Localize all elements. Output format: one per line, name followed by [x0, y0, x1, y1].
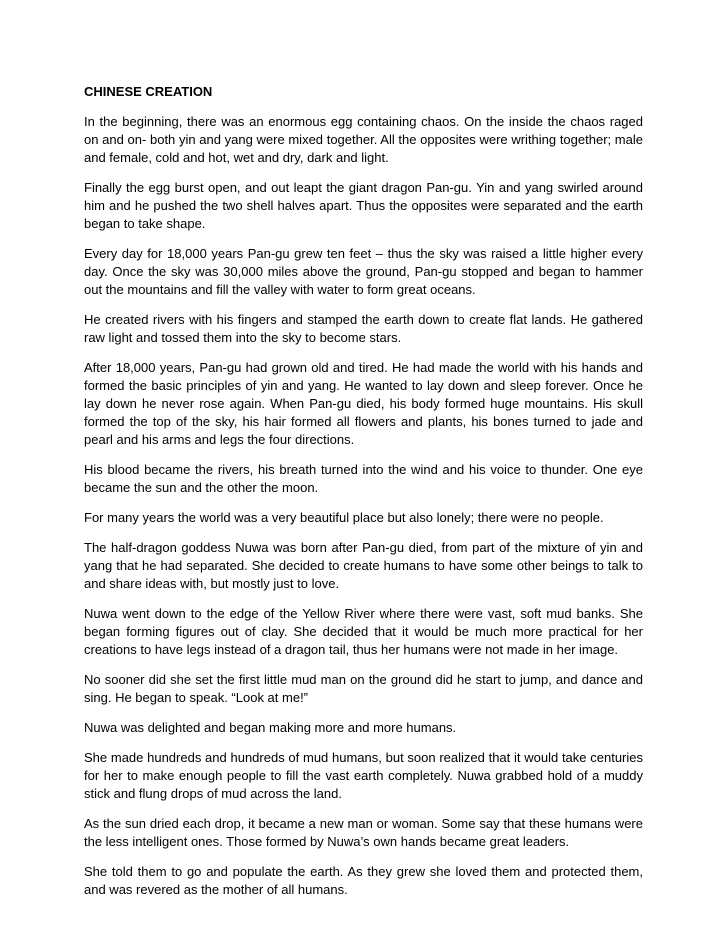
- paragraph: In the beginning, there was an enormous egg containing chaos. On the inside the chaos raged on and on- both yin and yang were mixed together. All the opposites were writhing together; male and female, cold and hot, wet and dry, dark and light.: [84, 114, 643, 165]
- paragraph: Finally the egg burst open, and out leapt the giant dragon Pan-gu. Yin and yang swirled around him and he pushed the two shell halves apart. Thus the opposites were separated and the earth began to take shape.: [84, 180, 643, 231]
- paragraph: Every day for 18,000 years Pan-gu grew ten feet – thus the sky was raised a little higher every day. Once the sky was 30,000 miles above the ground, Pan-gu stopped and began to hammer out the mountains and fill the valley with water to form great oceans.: [84, 246, 643, 297]
- paragraph: After 18,000 years, Pan-gu had grown old and tired. He had made the world with his hands and formed the basic principles of yin and yang. He wanted to lay down and sleep forever. Once he lay down he never rose again. When Pan-gu died, his body formed huge mountains. His skull formed the top of the sky, his hair formed all flowers and plants, his bones turned to jade and pearl and his arms and legs the four directions.: [84, 360, 643, 447]
- paragraph: As the sun dried each drop, it became a new man or woman. Some say that these humans were the less intelligent ones. Those formed by Nuwa’s own hands became great leaders.: [84, 816, 643, 849]
- paragraph: He created rivers with his fingers and stamped the earth down to create flat lands. He gathered raw light and tossed them into the sky to become stars.: [84, 312, 643, 345]
- paragraph: She made hundreds and hundreds of mud humans, but soon realized that it would take centuries for her to make enough people to fill the vast earth completely. Nuwa grabbed hold of a muddy stick and flung drops of mud across the land.: [84, 750, 643, 801]
- paragraph: For many years the world was a very beautiful place but also lonely; there were no people.: [84, 510, 604, 525]
- paragraph: The half-dragon goddess Nuwa was born after Pan-gu died, from part of the mixture of yin and yang that he had separated. She decided to create humans to have some other beings to talk to and share ideas with, but mostly just to love.: [84, 540, 643, 591]
- paragraph: Nuwa was delighted and began making more and more humans.: [84, 720, 457, 735]
- document-title: CHINESE CREATION: [84, 84, 213, 99]
- paragraph: No sooner did she set the first little mud man on the ground did he start to jump, and dance and sing. He began to speak. “Look at me!”: [84, 672, 643, 705]
- document-page: [84, 83, 643, 911]
- paragraph: She told them to go and populate the earth. As they grew she loved them and protected them, and was revered as the mother of all humans.: [84, 864, 643, 897]
- paragraph: Nuwa went down to the edge of the Yellow River where there were vast, soft mud banks. She began forming figures out of clay. She decided that it would be much more practical for her creations to have legs instead of a dragon tail, thus her humans were not made in her image.: [84, 606, 643, 657]
- paragraph: His blood became the rivers, his breath turned into the wind and his voice to thunder. One eye became the sun and the other the moon.: [84, 462, 643, 495]
